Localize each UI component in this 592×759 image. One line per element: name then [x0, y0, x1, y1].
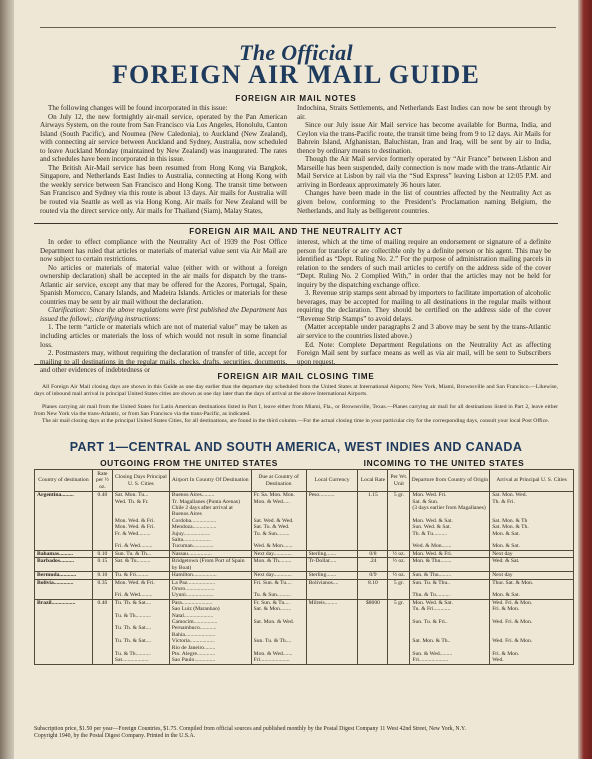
table-cell [92, 543, 112, 550]
notes-left-column [40, 104, 287, 215]
table-cell [358, 531, 388, 544]
book-cover-edge [578, 0, 592, 759]
table-cell [388, 543, 410, 550]
footer-subscription: Subscription price, $1.50 per year—Foreign Countries, $1.75. Compiled from official sources and published monthly by the Postal Digest Company 11 West 42nd Street, New York, N.Y. [34, 726, 466, 732]
header-local-currency: Local Currency [306, 470, 358, 492]
table-cell: Mon. & Sat. [490, 531, 574, 544]
table-cell: Bahamas.......... [35, 550, 93, 557]
table-cell: 0/8 [358, 550, 388, 557]
table-cell: Fr. Sun. & Tu.... Sat. & Mon........ Sat. Mon. & Wed. Sun. Tu. & Th.... Mon. & Wed....... Fri..................... [251, 599, 306, 664]
table-cell: Next day [490, 550, 574, 557]
table-cell: Sat. & Tu.......... [112, 558, 169, 572]
table-cell [35, 518, 93, 531]
header-country: Country of destination [35, 470, 93, 492]
table-cell: Para...................... Sao Luiz (Maranhao) Natal..................... Camocim................. Pernambuco............ Bahia...................... Victoria.................. Rio de Janeiro........ Pto. Alegre............. Sao Paulo............... [169, 599, 251, 664]
header-due: Due at Country of Destination [251, 470, 306, 492]
header-rate: Rate per ½ oz. [92, 470, 112, 492]
table-cell: Barbados.......... [35, 558, 93, 572]
notes-right-p4: Changes have been made in the list of countries affected by the Neutrality Act as given below, conforming to the President’s Proclamation naming Belgium, the Netherlands, and Italy as belligerent countries. [297, 189, 551, 215]
header-closing-days: Closing Days Principal U. S. Cities [112, 470, 169, 492]
part-1-title: PART 1—CENTRAL AND SOUTH AMERICA, WEST INDIES AND CANADA [69, 440, 523, 454]
table-row [35, 572, 574, 579]
table-cell: Jujuy................... Salta.................... [169, 531, 251, 544]
table-row [35, 531, 574, 544]
header-arrival: Arrival at Principal U. S. Cities [490, 470, 574, 492]
table-cell: 8.10 [358, 579, 388, 599]
table-cell: Argentina......... [35, 492, 93, 518]
table-cell: Tu. Th. & Sat.... Tu. & Th........... Tu. Th. & Sat.... Tu. Th. & Sat.... Tu. & Th........... Sat................... [112, 599, 169, 664]
table-cell: 5 gr. [388, 492, 410, 518]
table-cell: 0/9 [358, 572, 388, 579]
neutrality-left-p2: No articles or materials of material value (either with or without a foreign ownership declaration) shall be accepted in the air mails for dispatch by the trans-Atlantic air service, except any that may be offered for the Azores, Portugal, Spain, Spanish Morocco, Canary Islands, and Madeira Islands. Articles or materials for these countries may be sent by air mail without the declaration. [40, 263, 287, 306]
table-cell: Bridgetown (From Port of Spain by Boat) [169, 558, 251, 572]
neutrality-left-column [40, 238, 287, 375]
table-cell: 1.15 [358, 492, 388, 518]
table-cell: Brazil................. [35, 599, 93, 664]
table-cell: Sat. Mon. Tu... Wed. Th. & Fr. [112, 492, 169, 518]
table-cell: 0.15 [92, 558, 112, 572]
table-row [35, 550, 574, 557]
table-cell: Sat. Mon. & Th Sat. Mon. & Th. [490, 518, 574, 531]
notes-right-p3: Though the Air Mail service formerly operated by “Air France” between Lisbon and Marseille has been suspended, daily connection is now made with the trans-Atlantic Air Mail Service at Lisbon by rail via the “Sud Express” leaving Lisbon at 12:05 P.M. and arriving in Bordeaux approximately 36 hours later. [297, 155, 551, 189]
table-row [35, 599, 574, 664]
header-local-rate: Local Rate [358, 470, 388, 492]
table-cell: Tu. & Sun......... [251, 531, 306, 544]
table-cell: Mon. Wed. & Sat. Sun. Wed. & Sat. [410, 518, 490, 531]
table-cell: Tu. & Fri......... [112, 572, 169, 579]
table-cell [306, 543, 358, 550]
neutrality-right-column [297, 238, 551, 366]
table-cell: Fri. & Wed......... [112, 543, 169, 550]
table-cell: Mon. Wed. Fri. Sat. & Sun. (3 days earlier from Magallanes) [410, 492, 490, 518]
table-cell: 5 gr. [388, 599, 410, 664]
table-cell [388, 531, 410, 544]
table-header-row [35, 470, 574, 492]
rule-neutrality [34, 223, 558, 224]
table-cell: Sun. Tu. & Thu.. Thu. & Tu.......... [410, 579, 490, 599]
table-cell: Thur. Sat. & Mon. Mon. & Sat. [490, 579, 574, 599]
table-cell: Wed. & Sat. [490, 558, 574, 572]
table-cell: Fri. Sun. & Tu.... Tu. & Sun.......... [251, 579, 306, 599]
table-cell [358, 518, 388, 531]
table-cell [35, 543, 93, 550]
table-cell: Sterling....... [306, 550, 358, 557]
table-row [35, 543, 574, 550]
table-row [35, 579, 574, 599]
table-cell: ½ oz. [388, 558, 410, 572]
table-cell [388, 518, 410, 531]
table-row [35, 558, 574, 572]
table-cell: Wed. & Mon....... [251, 543, 306, 550]
table-cell: ½ oz. [388, 572, 410, 579]
table-cell [358, 543, 388, 550]
table-cell: Next day............. [251, 550, 306, 557]
notes-right-p2: Since our July issue Air Mail service has become available for Burma, India, and Ceylon via the trans-Pacific route, the transit time being from 9 to 12 days. Air Mails for Bahrein Island, Afghanistan, Baluchistan, Iran and Iraq, will be sent by air to India, thence by ordinary means to destination. [297, 121, 551, 155]
table-row [35, 492, 574, 518]
table-cell: Buenos Aires......... Tr. Magallanes (Punta Arenas) Chile 2 days after arrival at Buenos Aires [169, 492, 251, 518]
notes-right-column [297, 104, 551, 215]
header-airport: Airport In Country Of Destination [169, 470, 251, 492]
header-weight-unit: Per Wt. Unit [388, 470, 410, 492]
title-line-2: FOREIGN AIR MAIL GUIDE [111, 60, 481, 89]
table-cell [35, 531, 93, 544]
table-cell: Tucuman............... [169, 543, 251, 550]
table-cell: Next day [490, 572, 574, 579]
title-line-1: The Official [239, 40, 353, 65]
neutrality-heading: FOREIGN AIR MAIL AND THE NEUTRALITY ACT [189, 227, 403, 236]
closing-p1: All Foreign Air Mail closing days are shown in this Guide as one day earlier than the departure day scheduled from the United States at International Airports; New York, Miami, Brownsville and San Francisco.—Likewise, days of inbound mail arrival in principal United States cities are shown as one day later than the days of arrival at the above International Airports. [34, 384, 558, 397]
table-cell: Tr-Dollar..... [306, 558, 358, 572]
table-cell: La Paz.................... Oruro..................... Uyuni.................... [169, 579, 251, 599]
table-cell: Th. & Tu.......... [410, 531, 490, 544]
table-cell: Peso........... [306, 492, 358, 518]
table-cell: Fr. & Wed......... [112, 531, 169, 544]
table-cell [92, 531, 112, 544]
notes-right-p1: Indochina, Straits Settlements, and Netherlands East Indies can now be sent through by air. [297, 104, 551, 121]
book-binding [0, 0, 14, 759]
guide-page [14, 0, 578, 759]
table-cell: Sun. & Thu......... [410, 572, 490, 579]
table-cell: Sat. Mon. Wed. Th. & Fri. [490, 492, 574, 518]
notes-left-p1: The following changes will be found incorporated in this issue: [48, 104, 228, 112]
table-cell: Wed. Fri. & Mon. Fri. & Mon. Wed. Fri. & Mon. Wed. Fri. & Mon. Fri. & Mon. Wed. [490, 599, 574, 664]
neutrality-right-p4: Ed. Note: Complete Department Regulations on the Neutrality Act as affecting Foreign Mail sent by surface means as well as via air mail, will be sent to Subscribers upon request. [297, 340, 551, 366]
table-cell: Bolivianos.... [306, 579, 358, 599]
table-cell: Mon. & Th......... [251, 558, 306, 572]
table-cell: Fr. Sa. Mon. Mon. Mon. & Wed..... [251, 492, 306, 518]
table-cell: Sun. Tu. & Th... [112, 550, 169, 557]
table-cell: Next day............. [251, 572, 306, 579]
rates-table [34, 469, 574, 665]
neutrality-right-p2: 3. Revenue strip stamps sent abroad by importers to facilitate importation of alcoholic beverages, may be accepted for mailing to all destinations in the regular mails without requiring the declaration. They should be certified on the address side of the cover “Revenue Strip Stamps” to avoid delays. [297, 289, 551, 323]
table-cell: .24 [358, 558, 388, 572]
table-cell: Mon. & Thu........ [410, 558, 490, 572]
table-cell: Cordoba.................. Mendoza................. [169, 518, 251, 531]
table-cell [306, 518, 358, 531]
neutrality-right-p1: interest, which at the time of mailing require an endorsement or signature of a definite person for transfer or are collectible only by a definite person or his agent. This may be identified as “Dept. Ruling No. 2.” For the purpose of administration mailing parcels in relation to the senders of such mail articles to certify on the address side of the cover “Dept. Ruling No. 2 Complied With,” in order that the articles may not be held for inquiry by the dispatching exchange office. [297, 238, 551, 289]
table-cell: 0.40 [92, 492, 112, 518]
table-cell: 0.35 [92, 579, 112, 599]
table-cell: Wed. & Mon....... [410, 543, 490, 550]
neutrality-right-p3: (Matter acceptable under paragraphs 2 and 3 above may be sent by the trans-Atlantic air service to the countries listed above.) [297, 323, 551, 341]
table-cell: 0.10 [92, 572, 112, 579]
table-cell: 0.40 [92, 599, 112, 664]
neutrality-left-p4: 1. The term “article or materials which are not of material value” may be taken as including articles or materials the loss of which would not result in some financial loss. [40, 323, 287, 349]
table-cell: Mon. Wed. & Fri. Mon. Wed. & Fri. [112, 518, 169, 531]
table-cell: Sterling....... [306, 572, 358, 579]
footer [34, 726, 558, 740]
incoming-banner: INCOMING TO THE UNITED STATES [363, 458, 525, 468]
table-cell: Nassau................. [169, 550, 251, 557]
closing-heading: FOREIGN AIR MAIL CLOSING TIME [217, 372, 375, 381]
table-cell [92, 518, 112, 531]
header-departure: Departure from Country of Origin [410, 470, 490, 492]
table-cell: Bermuda............ [35, 572, 93, 579]
table-cell: Mon. & Sat. [490, 543, 574, 550]
table-cell: Hamilton................. [169, 572, 251, 579]
table-cell: Sat. Wed. & Wed. Sat. Tu. & Wed. [251, 518, 306, 531]
table-cell: Mon. Wed. & Fri. [410, 550, 490, 557]
table-row [35, 518, 574, 531]
rule-closing [34, 364, 558, 365]
table-cell: 5 gr. [388, 579, 410, 599]
neutrality-left-p3: Clarification: Since the above regulations were first published the Department has issued the followi;. clarifying instructions: [40, 306, 287, 323]
table-cell: Milreis......... [306, 599, 358, 664]
table-cell [306, 531, 358, 544]
notes-left-p3: The British Air-Mail service has been resumed from Hong Kong via Bangkok, Singapore, and Netherlands East Indies to Australia, connecting at Hong Kong with the weekly service between San Francisco and Hong Kong. The transit time between San Francisco and Sydney via this route is about 13 days. Air mails for Australia will be routed via Seattle as well as via Hong Kong. Air mails for New Zealand will be routed via the direct service only. Air mails for Thailand (Siam), Malay States, [40, 163, 287, 215]
table-cell: Bolivia.............. [35, 579, 93, 599]
table-cell: Mon. Wed. & Sat. Tu. & Fri............ Sun. Tu. & Fri.. Sat. Mon. & Th.. Sun. & Wed......... Fri..................... [410, 599, 490, 664]
neutrality-left-p5: 2. Postmasters may, without requiring the declaration of transfer of title, accept for mailing to all destinations in the regular mails, checks, drafts, securities, documents, and other evidences of indebtedness or [40, 349, 287, 375]
notes-left-p2: On July 12, the new fortnightly air-mail service, operated by the Pan American Airways System, on the route from San Francisco via Los Angeles, Honolulu, Canton Island (South Pacific), and Noumea (New Caledonia), to Auckland (New Zealand), with connecting air service between Auckland and Sydney, Australia, now scheduled to leave Auckland Monday (maintained by New Zealand) was inaugurated. The rates and schedules have been incorporated in this issue. [40, 112, 287, 164]
top-rule [40, 27, 556, 28]
table-cell: ½ oz. [388, 550, 410, 557]
footer-copyright: Copyright 1940, by the Postal Digest Company. Printed in the U.S.A. [34, 732, 196, 739]
notes-heading: FOREIGN AIR MAIL NOTES [235, 94, 357, 103]
table-cell: $8000 [358, 599, 388, 664]
table-cell: Mon. Wed. & Fri. Fri. & Wed......... [112, 579, 169, 599]
closing-p3: The air mail closing days at the principal United States Cities, for all destinations, are found in the third column.—For the actual closing time in your particular city for the corresponding days, consult your local Post Office. [42, 418, 550, 424]
neutrality-left-p1: In order to effect compliance with the Neutrality Act of 1939 the Post Office Department has ruled that articles or materials of material value sent via Air Mail are now subject to certain restrictions. [40, 238, 287, 264]
closing-p2: Planes carrying air mail from the United States for Latin American destinations listed in Part I, leave either from Miami, Fla., or Brownsville, Texas.—Planes carrying air mail for all destinations listed in Part 2, leave either from New York via the trans-Atlantic, or from San Francisco via the trans-Pacific, as indicated. [34, 404, 558, 417]
table-cell: 0.10 [92, 550, 112, 557]
outgoing-banner: OUTGOING FROM THE UNITED STATES [100, 458, 278, 468]
